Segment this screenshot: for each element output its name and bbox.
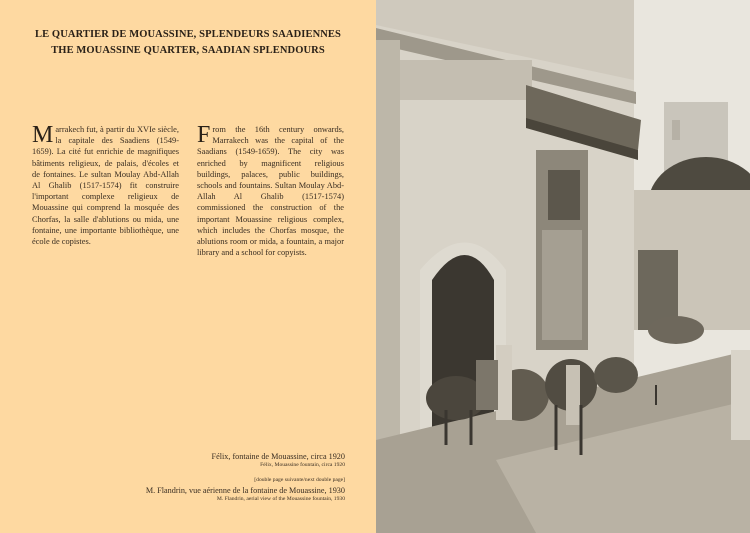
caption-aerial-english: M. Flandrin, aerial view of the Mouassine fountain, 1930 bbox=[216, 496, 345, 502]
fountain-photograph bbox=[376, 0, 750, 533]
dropcap-french: M bbox=[32, 122, 54, 148]
caption-photo-english: Félix, Mouassine fountain, circa 1920 bbox=[260, 462, 345, 468]
dropcap-english: F bbox=[197, 122, 211, 148]
caption-next-page-note: [double page suivante/next double page] bbox=[254, 477, 345, 483]
body-text-french bbox=[32, 124, 179, 247]
title-english: THE MOUASSINE QUARTER, SAADIAN SPLENDOURS bbox=[51, 45, 325, 56]
title-french: LE QUARTIER DE MOUASSINE, SPLENDEURS SAADIENNES bbox=[35, 29, 341, 40]
caption-aerial-french: M. Flandrin, vue aérienne de la fontaine de Mouassine, 1930 bbox=[145, 486, 345, 495]
body-text-english bbox=[197, 124, 344, 258]
caption-photo-french: Félix, fontaine de Mouassine, circa 1920 bbox=[211, 452, 345, 461]
body-french-text: arrakech fut, à partir du XVIe siècle, la capitale des Saadiens (1549-1659). La cité fut enrichie de magnifiques bâtiments religieux, de palais, d'écoles et de fontaines. Le sultan Moulay Abd-Allah Al Ghalib (1517-1574) fit construire l'important complexe religieux de Mouassine qui comprend la mosquée des Chorfas, la salle d'ablutions ou mida, une fontaine, une importante bibliothèque, une école de copistes. bbox=[32, 125, 179, 247]
body-english-text: rom the 16th century onwards, Marrakech was the capital of the Saadians (1549-1659). The city was enriched by magnificent religious buildings, palaces, public buildings, schools and fountains. Sultan Moulay Abd-Allah Al Ghalib (1517-1574) commissioned the construction of the important Mouassine religious complex, which includes the Chorfas mosque, the ablutions room or mida, a fountain, a major library and a school for copyists. bbox=[197, 125, 344, 258]
